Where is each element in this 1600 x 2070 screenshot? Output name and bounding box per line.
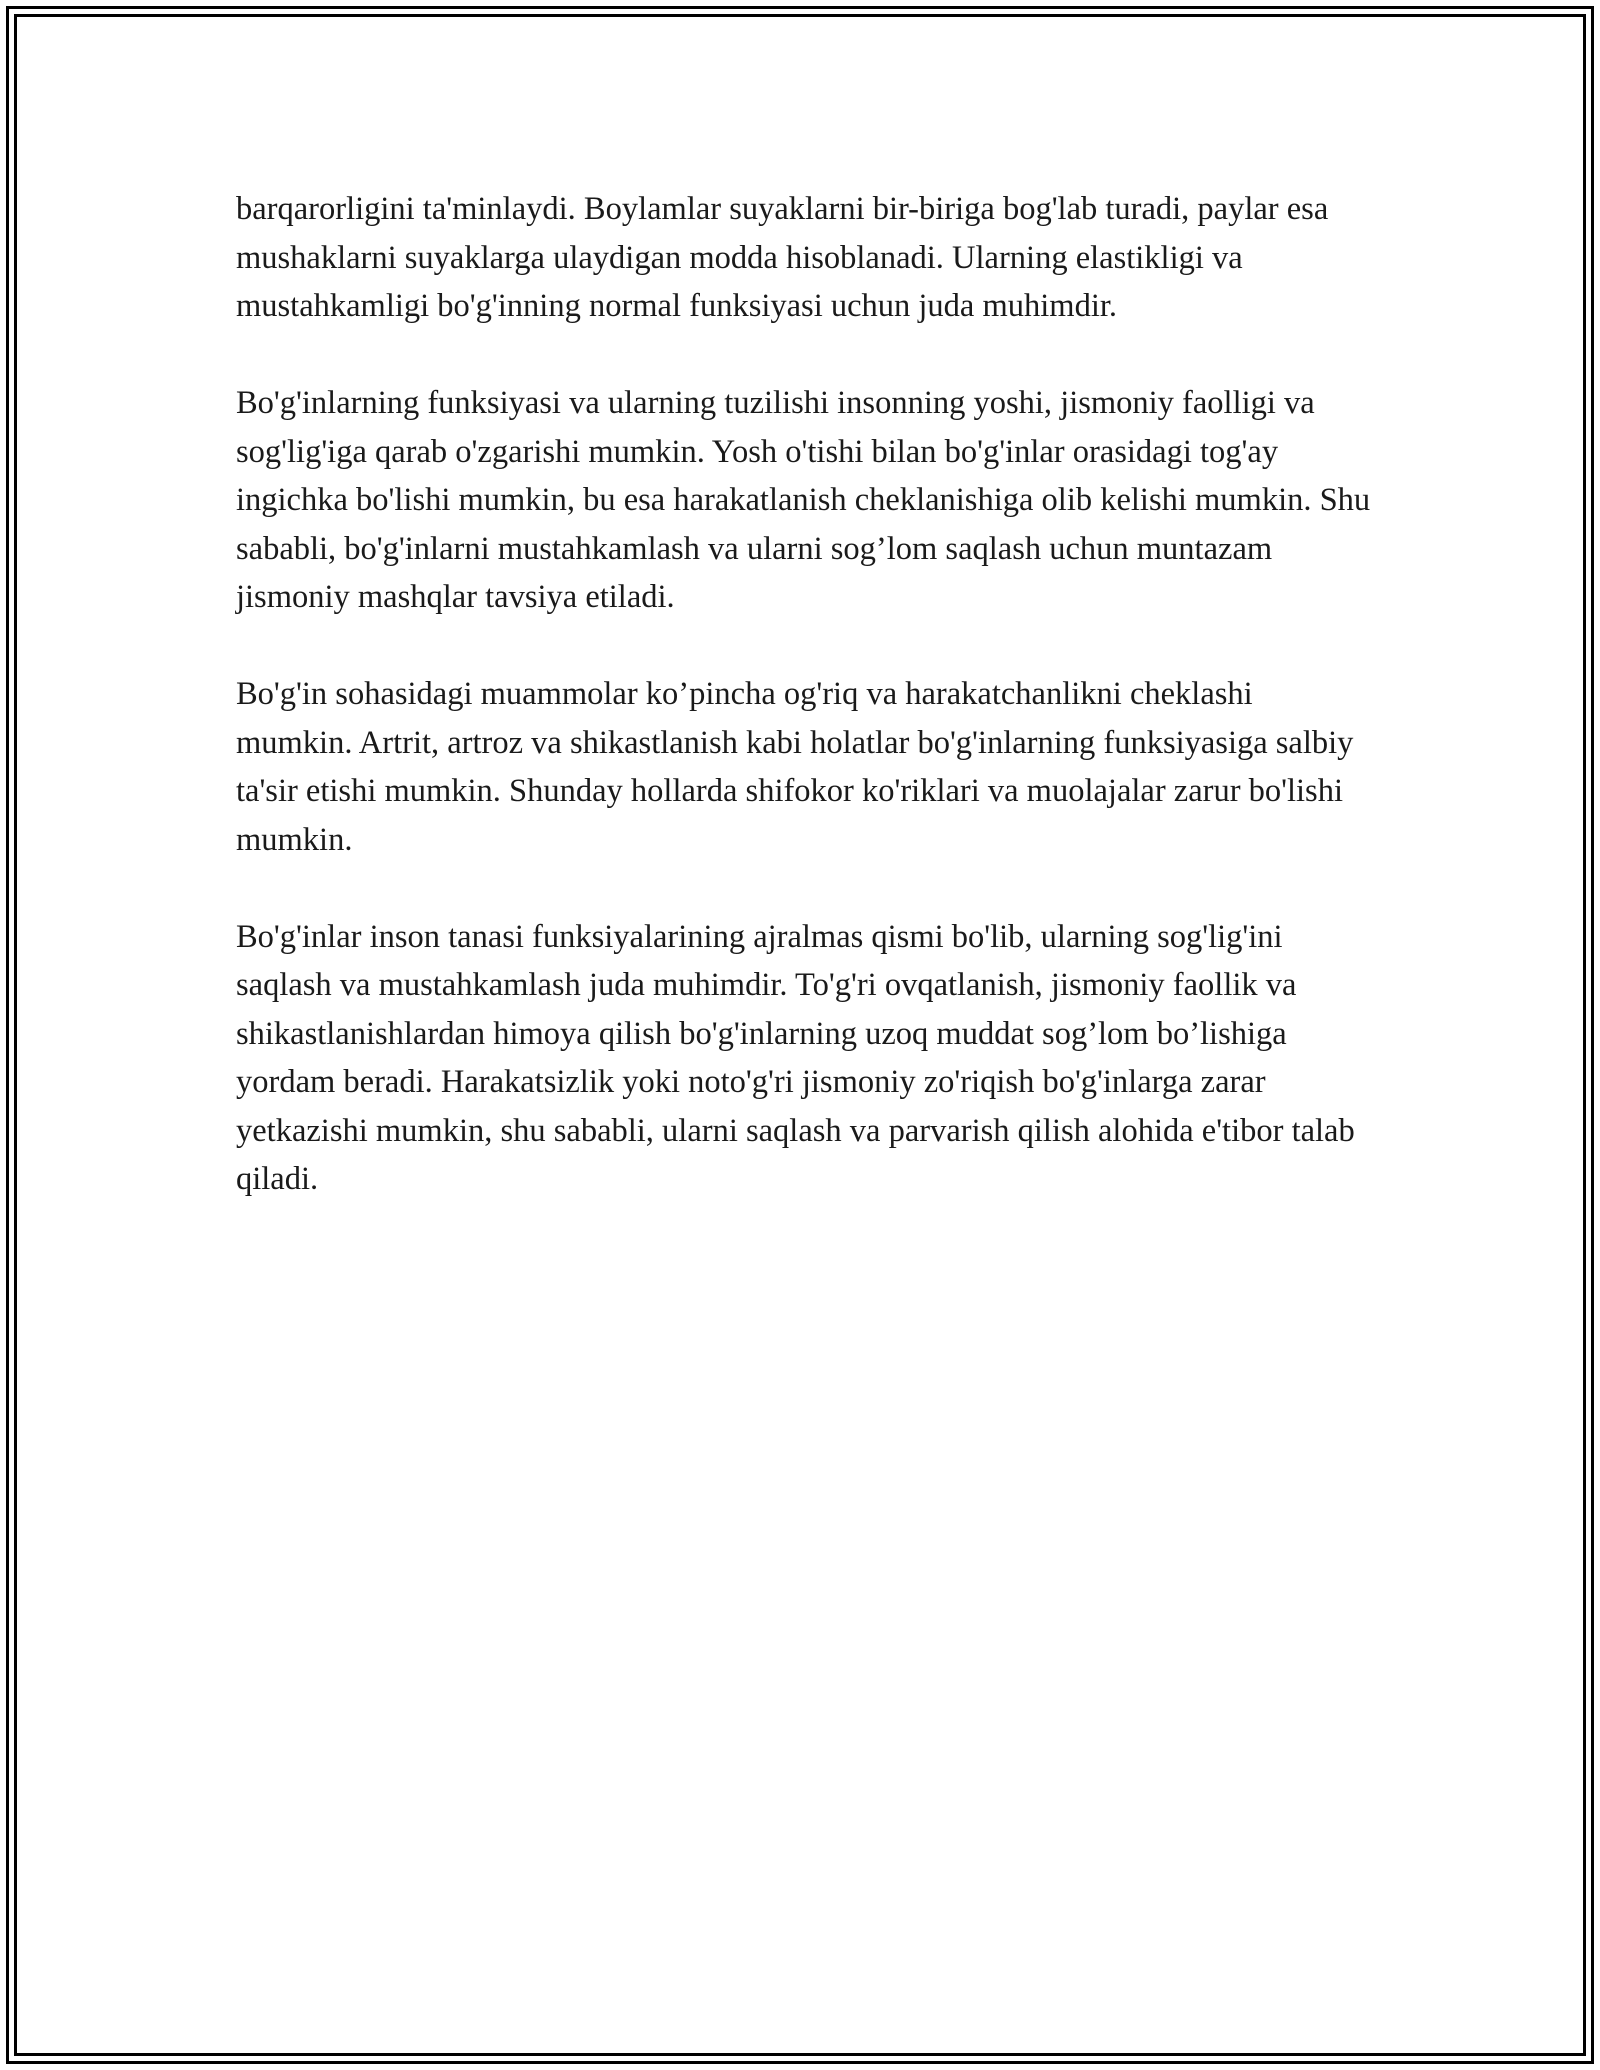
paragraph: Bo'g'in sohasidagi muammolar ko’pincha og'riq va harakatchanlikni cheklashi mumkin. Artrit, artroz va shikastlanish kabi holatlar bo'g'inlarning funksiyasiga salbiy ta'sir etishi mumkin. Shunday hollarda shifokor ko'riklari va muolajalar zarur bo'lishi mumkin. — [236, 676, 1354, 858]
paragraph: Bo'g'inlar inson tanasi funksiyalarining ajralmas qismi bo'lib, ularning sog'lig'ini saqlash va mustahkamlash juda muhimdir. To'g'ri ovqatlanish, jismoniy faollik va shikastlanishlardan himoya qilish bo'g'inlarning uzoq muddat sog’lom bo’lishiga yordam beradi. Harakatsizlik yoki noto'g'ri jismoniy zo'riqish bo'g'inlarga zarar yetkazishi mumkin, shu sababli, ularni saqlash va parvarish qilish alohida e'tibor talab qiladi. — [236, 918, 1355, 1197]
paragraph: barqarorligini ta'minlaydi. Boylamlar suyaklarni bir-biriga bog'lab turadi, paylar esa mushaklarni suyaklarga ulaydigan modda hisoblanadi. Ularning elastikligi va mustahkamligi bo'g'inning normal funksiyasi uchun juda muhimdir. — [236, 191, 1329, 324]
document-body — [236, 185, 1376, 1252]
paragraph: Bo'g'inlarning funksiyasi va ularning tuzilishi insonning yoshi, jismoniy faolligi va sog'lig'iga qarab o'zgarishi mumkin. Yosh o'tishi bilan bo'g'inlar orasidagi tog'ay ingichka bo'lishi mumkin, bu esa harakatlanish cheklanishiga olib kelishi mumkin. Shu sababli, bo'g'inlarni mustahkamlash va ularni sog’lom saqlash uchun muntazam jismoniy mashqlar tavsiya etiladi. — [236, 385, 1371, 615]
